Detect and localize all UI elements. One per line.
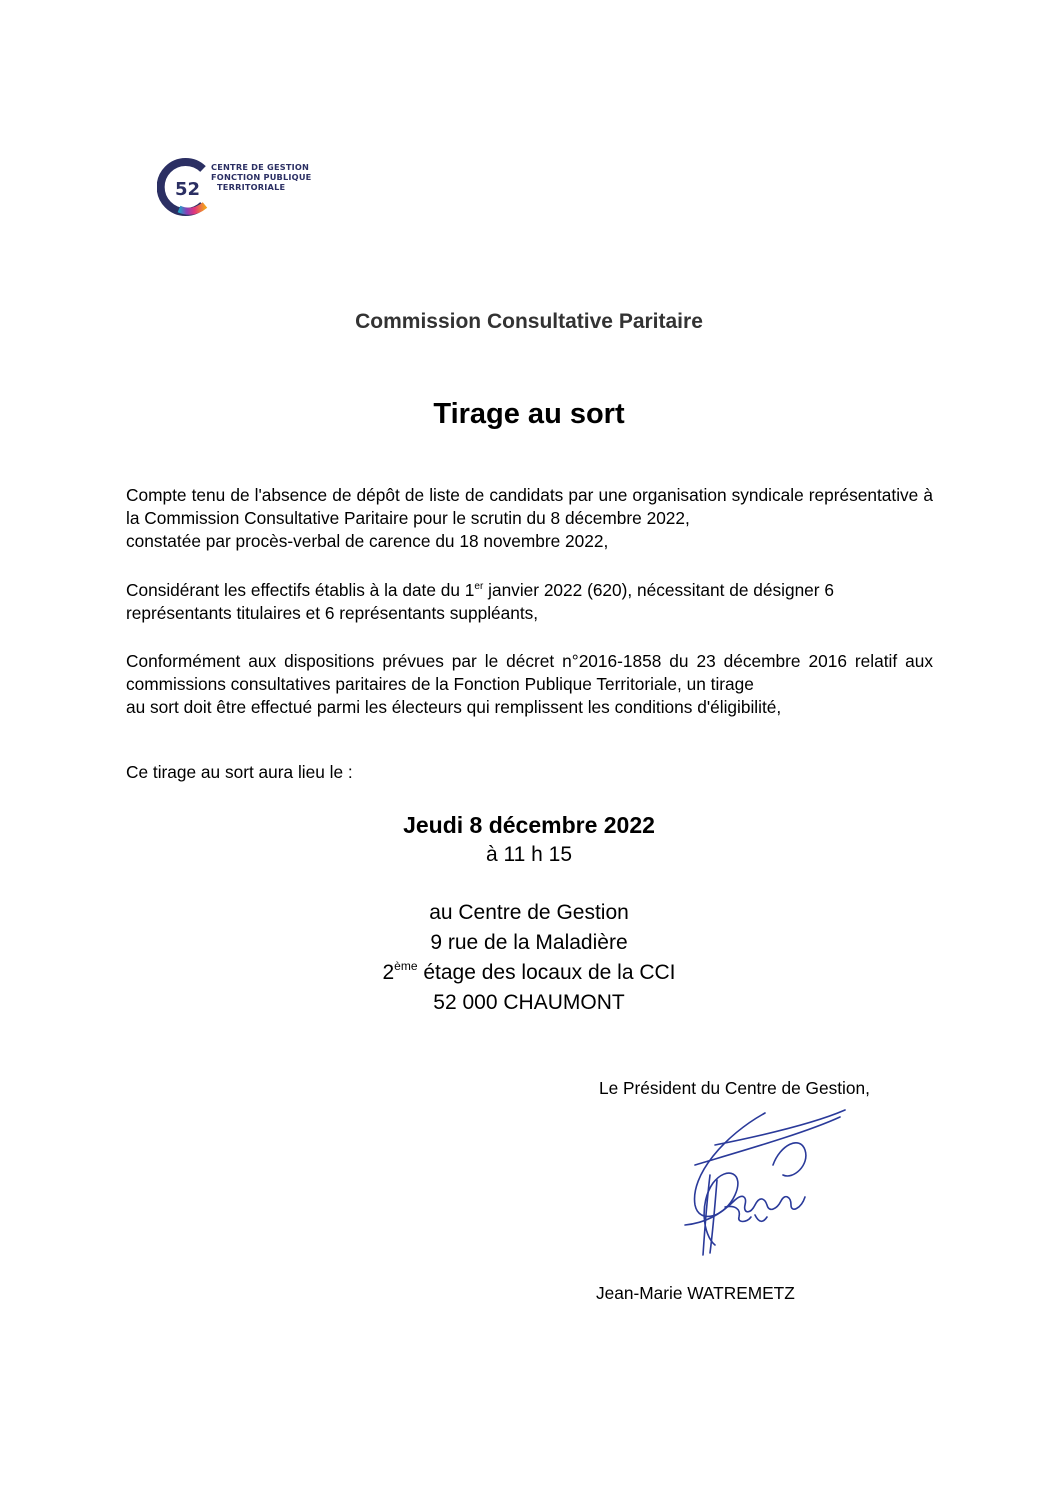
address-line-4: 52 000 CHAUMONT bbox=[433, 991, 625, 1014]
logo-emblem-icon bbox=[157, 157, 213, 217]
event-address bbox=[0, 898, 1058, 1018]
address-line-1: au Centre de Gestion bbox=[429, 901, 629, 924]
logo-line-1: CENTRE DE GESTION bbox=[211, 162, 310, 172]
event-time: à 11 h 15 bbox=[485, 843, 573, 866]
paragraph-2-first-line bbox=[126, 579, 933, 602]
handwritten-signature bbox=[655, 1105, 855, 1265]
paragraph-3 bbox=[126, 650, 933, 719]
paragraph-2 bbox=[126, 579, 933, 625]
logo-number: 52 bbox=[175, 179, 201, 200]
logo-line-3: TERRITORIALE bbox=[217, 182, 286, 192]
address-line-2: 9 rue de la Maladière bbox=[430, 931, 628, 954]
paragraph-2-text-b: janvier 2022 (620), nécessitant de désigner 6 bbox=[483, 580, 834, 600]
paragraph-1-last-line: constatée par procès-verbal de carence du 18 novembre 2022, bbox=[126, 531, 609, 551]
event-date: Jeudi 8 décembre 2022 bbox=[403, 812, 655, 838]
address-line-3 bbox=[0, 958, 1058, 988]
document-subtitle: Commission Consultative Paritaire bbox=[355, 310, 703, 333]
ordinal-superscript: er bbox=[474, 581, 484, 592]
logo bbox=[157, 157, 327, 217]
signatory-name: Jean-Marie WATREMETZ bbox=[596, 1283, 795, 1303]
paragraph-1 bbox=[126, 484, 933, 553]
floor-rest: étage des locaux de la CCI bbox=[417, 961, 676, 984]
paragraph-4: Ce tirage au sort aura lieu le : bbox=[126, 762, 353, 782]
signatory-title: Le Président du Centre de Gestion, bbox=[599, 1078, 870, 1098]
paragraph-1-text: Compte tenu de l'absence de dépôt de liste de candidats par une organisation syndicale représentative à la Commission Consultative Paritaire pour le scrutin du 8 décembre 2022, bbox=[126, 485, 933, 528]
paragraph-2-last-line: représentants titulaires et 6 représentants suppléants, bbox=[126, 603, 539, 623]
paragraph-3-text: Conformément aux dispositions prévues par le décret n°2016-1858 du 23 décembre 2016 relatif aux commissions consultatives paritaires de la Fonction Publique Territoriale, un tirage bbox=[126, 651, 933, 694]
paragraph-3-last-line: au sort doit être effectué parmi les électeurs qui remplissent les conditions d'éligibilité, bbox=[126, 697, 782, 717]
floor-superscript: ème bbox=[394, 959, 418, 973]
floor-number: 2 bbox=[382, 961, 395, 984]
paragraph-2-text-a: Considérant les effectifs établis à la date du 1 bbox=[126, 580, 475, 600]
document-title: Tirage au sort bbox=[433, 398, 625, 430]
logo-text bbox=[211, 162, 311, 192]
logo-line-2: FONCTION PUBLIQUE bbox=[211, 172, 312, 182]
